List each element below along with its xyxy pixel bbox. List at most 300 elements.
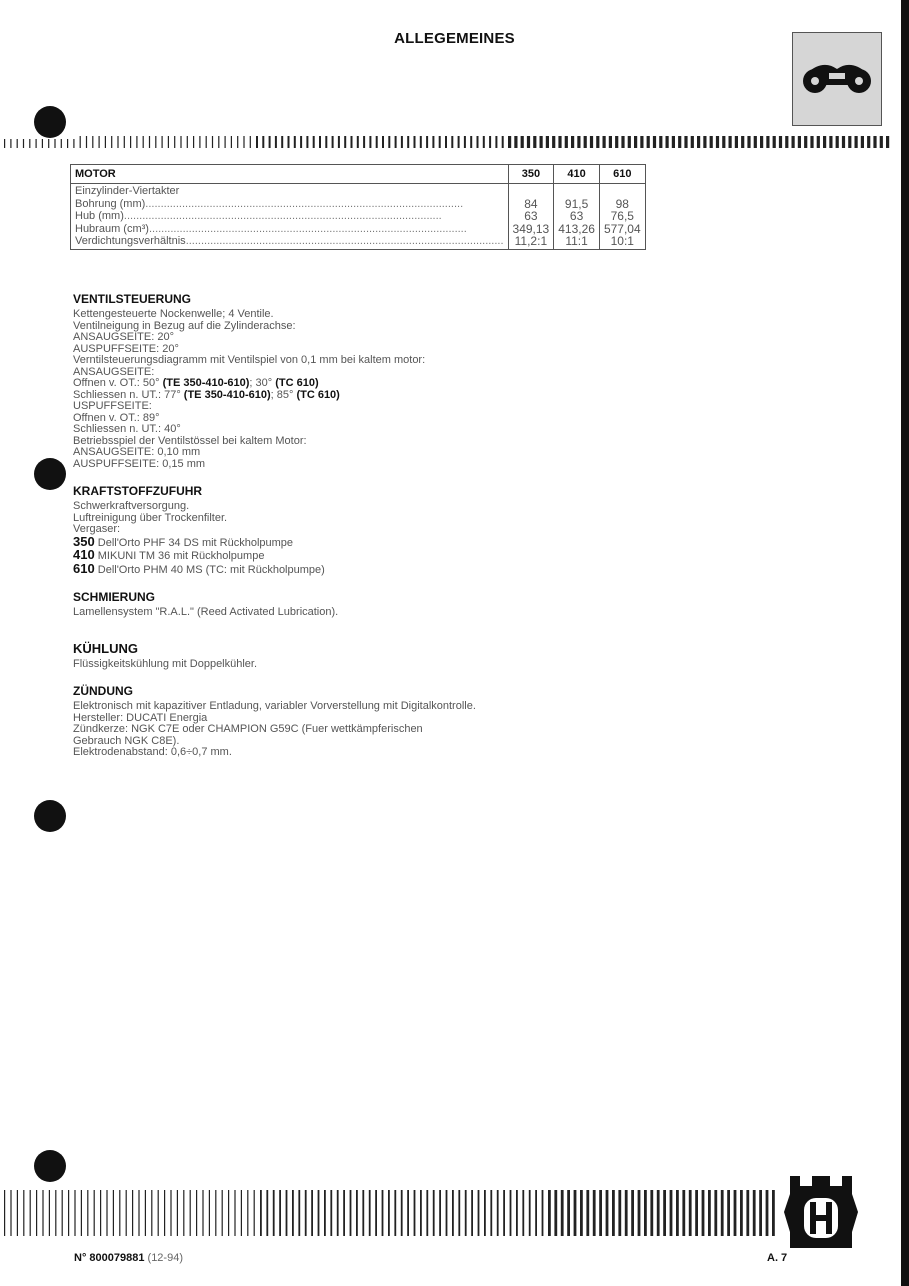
- ruler-tick: [126, 1190, 127, 1236]
- ruler-tick: [119, 1190, 120, 1236]
- section-ventilsteuerung: [73, 292, 573, 470]
- ruler-tick: [695, 1190, 698, 1236]
- ruler-tick: [305, 1190, 307, 1236]
- text-line: Betriebsspiel der Ventilstössel bei kaltem Motor:: [73, 434, 307, 447]
- ruler-tick: [766, 1190, 769, 1236]
- ruler-tick: [722, 136, 725, 148]
- text-line: Ventilneigung in Bezug auf die Zylinderachse:: [73, 319, 296, 332]
- ruler-tick: [684, 136, 687, 148]
- ruler-tick: [867, 136, 870, 148]
- ruler-tick: [306, 136, 308, 148]
- ruler-tick: [145, 1190, 146, 1236]
- text-line: Schliessen n. UT.: 77° (TE 350-410-610); 85° (TC 610): [73, 388, 340, 401]
- ruler-tick: [772, 1190, 775, 1236]
- ruler-tick: [174, 136, 175, 148]
- punch-hole: [34, 106, 66, 138]
- ruler-tick: [710, 136, 713, 148]
- table-header: 610: [599, 165, 645, 184]
- ruler-tick: [4, 1190, 5, 1236]
- ruler-tick: [766, 136, 769, 148]
- ruler-tick: [92, 136, 93, 148]
- ruler-tick: [458, 1190, 460, 1236]
- label-line: Hubraum (cm³) .....: [75, 223, 504, 236]
- ruler-tick: [527, 136, 530, 148]
- ruler-tick: [81, 1190, 82, 1236]
- ruler-tick: [663, 1190, 666, 1236]
- ruler-tick: [729, 136, 732, 148]
- ruler-tick: [483, 136, 485, 148]
- ruler-tick: [187, 136, 188, 148]
- ruler-tick: [254, 1190, 255, 1236]
- ruler-tick: [810, 136, 813, 148]
- ruler-tick: [80, 136, 81, 148]
- ruler-tick: [634, 136, 637, 148]
- text-line: Elektronisch mit kapazitiver Entladung, variabler Vorverstellung mit Digitalkontrolle.: [73, 700, 476, 712]
- ruler-tick: [702, 1190, 705, 1236]
- ruler-tick: [130, 136, 131, 148]
- ruler-tick: [565, 136, 568, 148]
- page-title: ALLEGEMEINES: [394, 30, 515, 47]
- ruler-tick: [269, 136, 271, 148]
- ruler-tick: [625, 1190, 628, 1236]
- ruler-tick: [394, 1190, 396, 1236]
- values-410: 91,5 63 413,26 11:1: [554, 184, 600, 250]
- ruler-tick: [311, 1190, 313, 1236]
- text-line: Offnen v. OT.: 89°: [73, 411, 160, 424]
- ruler-tick: [218, 136, 219, 148]
- ruler-tick: [162, 136, 163, 148]
- ruler-tick: [275, 136, 277, 148]
- ruler-tick: [484, 1190, 486, 1236]
- ruler-tick: [193, 136, 194, 148]
- top-tick-ruler: [0, 136, 895, 148]
- ruler-tick: [445, 136, 447, 148]
- ruler-tick: [586, 1190, 589, 1236]
- ruler-tick: [420, 1190, 422, 1236]
- text-line: 350 Dell'Orto PHF 34 DS mit Rückholpumpe: [73, 533, 294, 549]
- ruler-tick: [68, 1190, 69, 1236]
- ruler-tick: [54, 139, 55, 148]
- ruler-tick: [497, 1190, 499, 1236]
- ruler-tick: [138, 1190, 139, 1236]
- ruler-tick: [644, 1190, 647, 1236]
- ruler-tick: [237, 136, 238, 148]
- ruler-tick: [222, 1190, 223, 1236]
- ruler-tick: [433, 1190, 435, 1236]
- ruler-tick: [298, 1190, 300, 1236]
- ruler-tick: [180, 136, 181, 148]
- page-number: A. 7: [767, 1252, 788, 1264]
- ruler-tick: [574, 1190, 577, 1236]
- ruler-tick: [388, 136, 390, 148]
- ruler-tick: [542, 1190, 544, 1236]
- ruler-tick: [886, 136, 889, 148]
- ruler-tick: [829, 136, 832, 148]
- ruler-tick: [516, 1190, 518, 1236]
- ruler-tick: [319, 136, 321, 148]
- ruler-tick: [836, 136, 839, 148]
- motorcycle-icon: [792, 32, 882, 126]
- ruler-tick: [420, 136, 422, 148]
- label-line: Einzylinder-Viertakter: [75, 185, 180, 197]
- ruler-tick: [279, 1190, 281, 1236]
- text-line: ANSAUGSEITE: 0,10 mm: [73, 446, 201, 458]
- ruler-tick: [727, 1190, 730, 1236]
- ruler-tick: [55, 1190, 56, 1236]
- ruler-tick: [861, 136, 864, 148]
- ruler-tick: [477, 136, 479, 148]
- ruler-tick: [638, 1190, 641, 1236]
- ruler-tick: [451, 136, 453, 148]
- ruler-tick: [621, 136, 624, 148]
- ruler-tick: [332, 136, 334, 148]
- ruler-tick: [697, 136, 700, 148]
- table-header-row: [71, 165, 646, 184]
- text-line: USPUFFSEITE:: [73, 400, 152, 412]
- ruler-tick: [234, 1190, 235, 1236]
- husqvarna-logo-icon: [782, 1172, 860, 1252]
- ruler-tick: [489, 136, 491, 148]
- ruler-tick: [155, 136, 156, 148]
- ruler-tick: [804, 136, 807, 148]
- ruler-tick: [288, 136, 290, 148]
- section-heading: KÜHLUNG: [73, 640, 138, 656]
- ruler-tick: [105, 136, 106, 148]
- text-line: Gebrauch NGK C8E).: [73, 734, 180, 747]
- ruler-tick: [4, 139, 5, 148]
- ruler-tick: [432, 136, 434, 148]
- ruler-tick: [206, 136, 207, 148]
- ruler-tick: [612, 1190, 615, 1236]
- ruler-tick: [580, 1190, 583, 1236]
- ruler-tick: [603, 136, 606, 148]
- ruler-tick: [36, 1190, 37, 1236]
- ruler-tick: [465, 1190, 467, 1236]
- ruler-tick: [521, 136, 524, 148]
- ruler-tick: [23, 139, 24, 148]
- ruler-tick: [753, 1190, 756, 1236]
- ruler-tick: [672, 136, 675, 148]
- text-line: ANSAUGSEITE: 20°: [73, 331, 174, 343]
- ruler-tick: [74, 1190, 75, 1236]
- ruler-tick: [747, 136, 750, 148]
- ruler-tick: [376, 136, 378, 148]
- ruler-tick: [42, 139, 43, 148]
- ruler-tick: [703, 136, 706, 148]
- ruler-tick: [426, 136, 428, 148]
- ruler-tick: [36, 139, 37, 148]
- ruler-tick: [330, 1190, 332, 1236]
- ruler-tick: [734, 1190, 737, 1236]
- table-header: 350: [508, 165, 554, 184]
- ruler-tick: [439, 1190, 441, 1236]
- ruler-tick: [529, 1190, 531, 1236]
- ruler-tick: [375, 1190, 377, 1236]
- ruler-tick: [388, 1190, 390, 1236]
- ruler-tick: [73, 139, 74, 148]
- ruler-tick: [650, 1190, 653, 1236]
- ruler-tick: [183, 1190, 184, 1236]
- ruler-tick: [143, 136, 144, 148]
- ruler-tick: [414, 136, 416, 148]
- ruler-tick: [760, 136, 763, 148]
- text-line: 410 MIKUNI TM 36 mit Rückholpumpe: [73, 547, 265, 562]
- text-line: Schliessen n. UT.: 40°: [73, 423, 181, 435]
- spec-content: [73, 292, 573, 773]
- ruler-tick: [281, 136, 283, 148]
- ruler-tick: [647, 136, 650, 148]
- ruler-tick: [817, 136, 820, 148]
- ruler-tick: [286, 1190, 288, 1236]
- ruler-tick: [535, 1190, 537, 1236]
- ruler-tick: [132, 1190, 133, 1236]
- ruler-tick: [676, 1190, 679, 1236]
- ruler-tick: [168, 136, 169, 148]
- ruler-tick: [369, 136, 371, 148]
- ruler-tick: [100, 1190, 101, 1236]
- ruler-tick: [369, 1190, 371, 1236]
- ruler-tick: [596, 136, 599, 148]
- ruler-tick: [170, 1190, 171, 1236]
- ruler-tick: [842, 136, 845, 148]
- ruler-tick: [628, 136, 631, 148]
- ruler-tick: [691, 136, 694, 148]
- ruler-tick: [113, 1190, 114, 1236]
- ruler-tick: [351, 136, 353, 148]
- ruler-tick: [215, 1190, 216, 1236]
- ruler-tick: [17, 139, 18, 148]
- ruler-tick: [470, 136, 472, 148]
- ruler-tick: [111, 136, 112, 148]
- ruler-tick: [357, 136, 359, 148]
- ruler-tick: [190, 1190, 191, 1236]
- ruler-tick: [338, 136, 340, 148]
- ruler-tick: [548, 1190, 551, 1236]
- ruler-tick: [714, 1190, 717, 1236]
- ruler-tick: [212, 136, 213, 148]
- text-line: Vergaser:: [73, 523, 121, 535]
- ruler-tick: [94, 1190, 95, 1236]
- text-line: AUSPUFFSEITE: 0,15 mm: [73, 457, 206, 470]
- ruler-tick: [741, 136, 744, 148]
- ruler-tick: [48, 139, 49, 148]
- text-line: Elektrodenabstand: 0,6÷0,7 mm.: [73, 746, 232, 758]
- ruler-tick: [117, 136, 118, 148]
- ruler-tick: [618, 1190, 621, 1236]
- ruler-tick: [446, 1190, 448, 1236]
- ruler-tick: [324, 1190, 326, 1236]
- ruler-tick: [325, 136, 327, 148]
- ruler-tick: [779, 136, 782, 148]
- ruler-tick: [458, 136, 460, 148]
- ruler-tick: [522, 1190, 524, 1236]
- ruler-tick: [247, 1190, 248, 1236]
- ruler-tick: [590, 136, 593, 148]
- ruler-tick: [231, 136, 232, 148]
- punch-hole: [34, 800, 66, 832]
- ruler-tick: [49, 1190, 50, 1236]
- punch-hole: [34, 458, 66, 490]
- section-heading: KRAFTSTOFFZUFUHR: [73, 484, 203, 498]
- page-edge-bar: [901, 0, 909, 1286]
- ruler-tick: [653, 136, 656, 148]
- ruler-tick: [343, 1190, 345, 1236]
- ruler-tick: [759, 1190, 762, 1236]
- ruler-tick: [395, 136, 397, 148]
- ruler-tick: [873, 136, 876, 148]
- values-350: 84 63 349,13 11,2:1: [508, 184, 554, 250]
- ruler-tick: [540, 136, 543, 148]
- ruler-tick: [158, 1190, 159, 1236]
- ruler-tick: [508, 136, 511, 148]
- ruler-tick: [823, 136, 826, 148]
- ruler-tick: [880, 136, 883, 148]
- ruler-tick: [848, 136, 851, 148]
- section-kraftstoffzufuhr: [73, 484, 573, 576]
- ruler-tick: [558, 136, 561, 148]
- ruler-tick: [199, 136, 200, 148]
- ruler-tick: [266, 1190, 268, 1236]
- text-line: Hersteller: DUCATI Energia: [73, 711, 208, 724]
- ruler-tick: [593, 1190, 596, 1236]
- ruler-tick: [10, 1190, 11, 1236]
- ruler-tick: [87, 1190, 88, 1236]
- ruler-tick: [243, 136, 244, 148]
- ruler-tick: [670, 1190, 673, 1236]
- ruler-tick: [250, 136, 251, 148]
- ruler-tick: [196, 1190, 197, 1236]
- ruler-tick: [609, 136, 612, 148]
- ruler-tick: [785, 136, 788, 148]
- text-line: 610 Dell'Orto PHM 40 MS (TC: mit Rückholpumpe): [73, 560, 325, 576]
- ruler-tick: [740, 1190, 743, 1236]
- ruler-tick: [735, 136, 738, 148]
- ruler-tick: [260, 1190, 262, 1236]
- ruler-tick: [151, 1190, 152, 1236]
- ruler-tick: [401, 1190, 403, 1236]
- ruler-tick: [746, 1190, 749, 1236]
- ruler-tick: [599, 1190, 602, 1236]
- ruler-tick: [561, 1190, 564, 1236]
- ruler-tick: [439, 136, 441, 148]
- ruler-tick: [382, 1190, 384, 1236]
- ruler-tick: [17, 1190, 18, 1236]
- ruler-tick: [10, 139, 11, 148]
- ruler-tick: [62, 1190, 63, 1236]
- ruler-tick: [30, 1190, 31, 1236]
- ruler-tick: [262, 136, 264, 148]
- ruler-tick: [67, 139, 68, 148]
- text-line: Lamellensystem "R.A.L." (Reed Activated Lubrication).: [73, 606, 339, 618]
- ruler-tick: [350, 1190, 352, 1236]
- table-row: [71, 184, 646, 250]
- ruler-tick: [490, 1190, 492, 1236]
- ruler-tick: [241, 1190, 242, 1236]
- ruler-tick: [344, 136, 346, 148]
- text-line: Zündkerze: NGK C7E oder CHAMPION G59C (Fuer wettkämpferischen: [73, 723, 423, 735]
- section-schmierung: [73, 590, 573, 619]
- ruler-tick: [273, 1190, 275, 1236]
- ruler-tick: [177, 1190, 178, 1236]
- text-line: AUSPUFFSEITE: 20°: [73, 342, 179, 355]
- ruler-tick: [659, 136, 662, 148]
- ruler-tick: [495, 136, 497, 148]
- motor-table: [70, 164, 646, 250]
- label-line: Bohrung (mm) .....: [75, 198, 504, 211]
- ruler-tick: [209, 1190, 210, 1236]
- ruler-tick: [414, 1190, 416, 1236]
- ruler-tick: [640, 136, 643, 148]
- values-610: 98 76,5 577,04 10:1: [599, 184, 645, 250]
- ruler-tick: [149, 136, 150, 148]
- ruler-tick: [666, 136, 669, 148]
- ruler-tick: [721, 1190, 724, 1236]
- ruler-tick: [708, 1190, 711, 1236]
- section-heading: VENTILSTEUERUNG: [73, 292, 192, 306]
- ruler-tick: [464, 136, 466, 148]
- ruler-tick: [510, 1190, 512, 1236]
- ruler-tick: [407, 136, 409, 148]
- text-line: Luftreinigung über Trockenfilter.: [73, 511, 228, 524]
- bottom-tick-ruler: [0, 1190, 895, 1236]
- ruler-tick: [292, 1190, 294, 1236]
- ruler-tick: [615, 136, 618, 148]
- ruler-tick: [136, 136, 137, 148]
- ruler-tick: [754, 136, 757, 148]
- ruler-tick: [99, 136, 100, 148]
- ruler-tick: [401, 136, 403, 148]
- ruler-tick: [657, 1190, 660, 1236]
- label-line: Verdichtungsverhältnis .....: [75, 235, 504, 248]
- text-line: ANSAUGSEITE:: [73, 365, 155, 378]
- ruler-tick: [546, 136, 549, 148]
- ruler-tick: [42, 1190, 43, 1236]
- ruler-tick: [164, 1190, 165, 1236]
- ruler-tick: [294, 136, 296, 148]
- table-header: MOTOR: [71, 165, 509, 184]
- ruler-tick: [29, 139, 30, 148]
- ruler-tick: [716, 136, 719, 148]
- text-line: Offnen v. OT.: 50° (TE 350-410-610); 30° (TC 610): [73, 377, 319, 389]
- ruler-tick: [471, 1190, 473, 1236]
- ruler-tick: [577, 136, 580, 148]
- ruler-tick: [631, 1190, 634, 1236]
- ruler-tick: [855, 136, 858, 148]
- ruler-tick: [773, 136, 776, 148]
- ruler-tick: [503, 1190, 505, 1236]
- document-number: N° 800079881 (12-94): [74, 1252, 183, 1264]
- label-line: Hub (mm) .....: [75, 210, 504, 223]
- ruler-tick: [584, 136, 587, 148]
- ruler-tick: [682, 1190, 685, 1236]
- motor-labels: [71, 184, 509, 250]
- text-line: Flüssigkeitskühlung mit Doppelkühler.: [73, 657, 258, 670]
- ruler-tick: [792, 136, 795, 148]
- ruler-tick: [23, 1190, 24, 1236]
- ruler-tick: [552, 136, 555, 148]
- ruler-tick: [606, 1190, 609, 1236]
- ruler-tick: [363, 136, 365, 148]
- ruler-tick: [554, 1190, 557, 1236]
- ruler-tick: [256, 136, 258, 148]
- ruler-tick: [300, 136, 302, 148]
- text-line: Kettengesteuerte Nockenwelle; 4 Ventile.: [73, 308, 274, 320]
- ruler-tick: [313, 136, 315, 148]
- ruler-tick: [225, 136, 226, 148]
- text-line: Verntilsteuerungsdiagramm mit Ventilspiel von 0,1 mm bei kaltem motor:: [73, 354, 426, 366]
- ruler-tick: [228, 1190, 229, 1236]
- ruler-tick: [567, 1190, 570, 1236]
